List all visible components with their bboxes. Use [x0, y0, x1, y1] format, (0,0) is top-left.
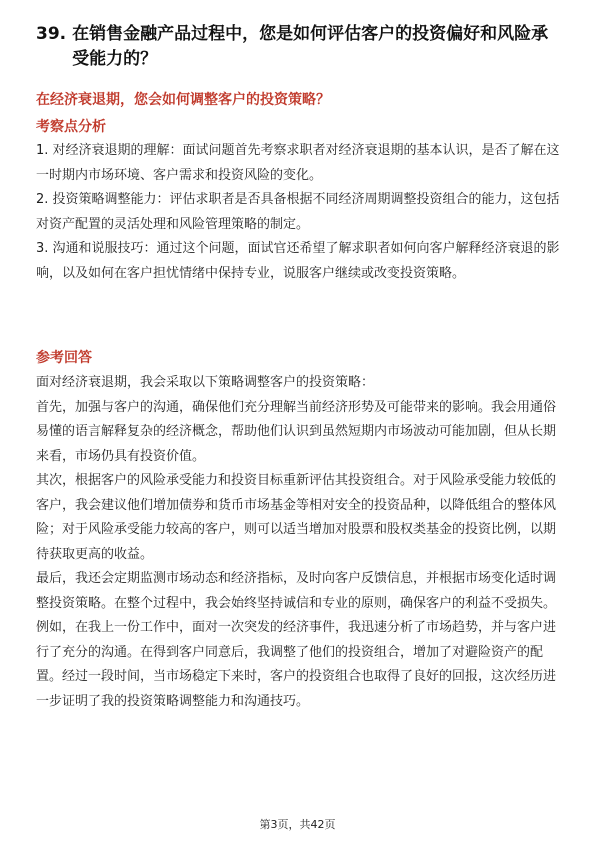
answer-body — [36, 371, 566, 714]
analysis-point: 1. 对经济衰退期的理解：面试问题首先考察求职者对经济衰退期的基本认识，是否了解在这一时期内市场环境、客户需求和投资风险的变化。 — [36, 143, 560, 183]
question-number: 39. — [36, 24, 67, 44]
answer-paragraph: 面对经济衰退期，我会采取以下策略调整客户的投资策略： — [36, 375, 375, 390]
analysis-heading: 考察点分析 — [36, 119, 106, 135]
analysis-point: 3. 沟通和说服技巧：通过这个问题，面试官还希望了解求职者如何向客户解释经济衰退的影响，以及如何在客户担忧情绪中保持专业，说服客户继续或改变投资策略。 — [36, 241, 560, 281]
answer-paragraph: 例如，在我上一份工作中，面对一次突发的经济事件，我迅速分析了市场趋势，并与客户进行了充分的沟通。在得到客户同意后，我调整了他们的投资组合，增加了对避险资产的配置。经过一段时间，当市场稳定下来时，客户的投资组合也取得了良好的回报，这次经历进一步证明了我的投资策略调整能力和沟通技巧。 — [36, 620, 557, 709]
answer-paragraph: 其次，根据客户的风险承受能力和投资目标重新评估其投资组合。对于风险承受能力较低的客户，我会建议他们增加债券和货币市场基金等相对安全的投资品种，以降低组合的整体风险；对于风险承受能力较高的客户，则可以适当增加对股票和股权类基金的投资比例，以期待获取更高的收益。 — [36, 473, 557, 562]
answer-paragraph: 最后，我还会定期监测市场动态和经济指标，及时向客户反馈信息，并根据市场变化适时调整投资策略。在整个过程中，我会始终坚持诚信和专业的原则，确保客户的利益不受损失。 — [36, 571, 557, 611]
answer-heading: 参考回答 — [36, 350, 92, 366]
question-title — [36, 22, 564, 72]
sub-question-heading: 在经济衰退期，您会如何调整客户的投资策略？ — [36, 92, 330, 108]
analysis-list — [36, 139, 566, 286]
page-footer: 第3页，共42页 — [259, 818, 336, 831]
question-text: 在销售金融产品过程中，您是如何评估客户的投资偏好和风险承受能力的？ — [72, 24, 549, 69]
answer-paragraph: 首先，加强与客户的沟通，确保他们充分理解当前经济形势及可能带来的影响。我会用通俗易懂的语言解释复杂的经济概念，帮助他们认识到虽然短期内市场波动可能加剧，但从长期来看，市场仍具有投资价值。 — [36, 399, 557, 464]
analysis-point: 2. 投资策略调整能力：评估求职者是否具备根据不同经济周期调整投资组合的能力，这包括对资产配置的灵活处理和风险管理策略的制定。 — [36, 192, 560, 232]
